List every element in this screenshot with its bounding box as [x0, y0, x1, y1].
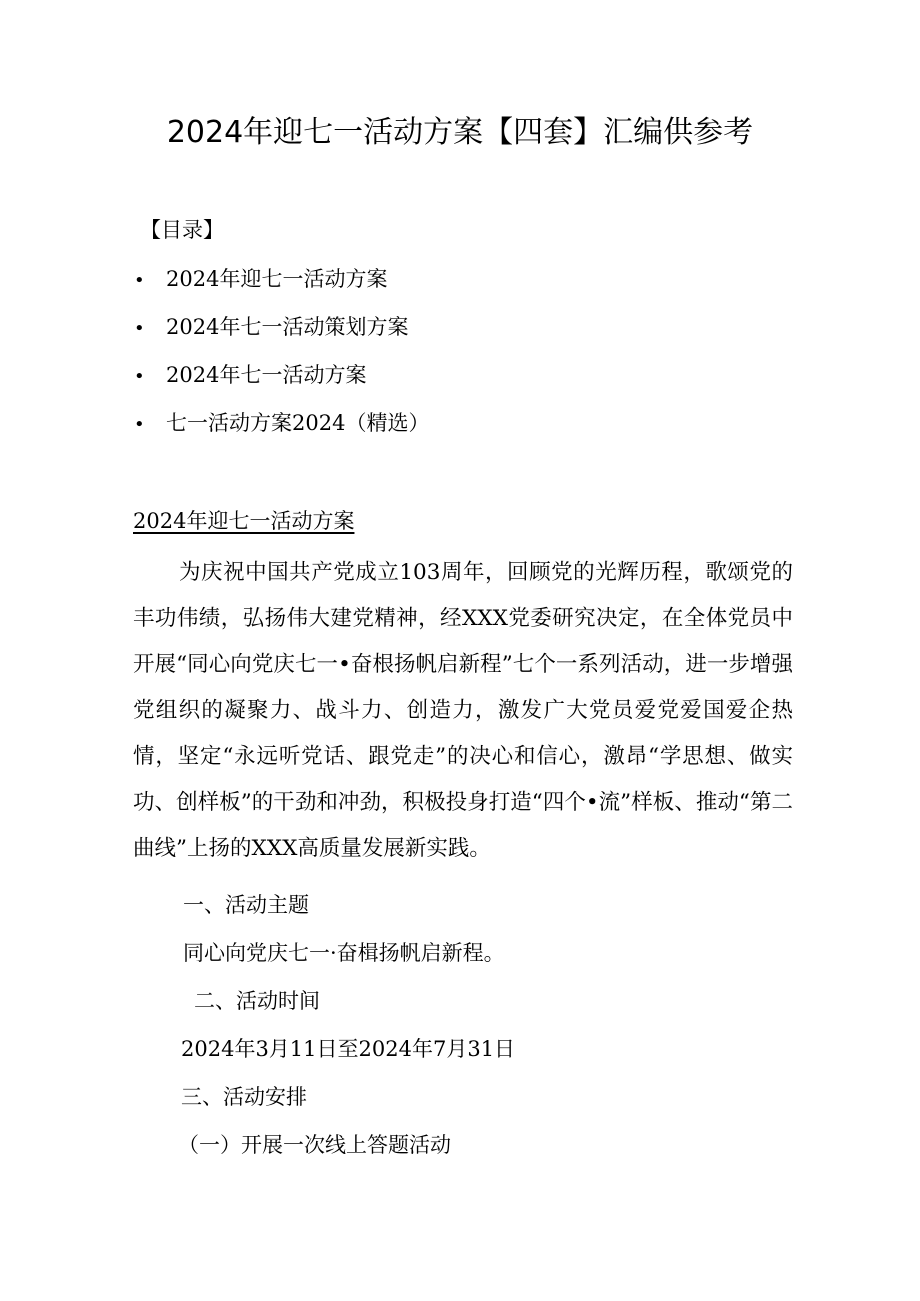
intro-paragraph: 为庆祝中国共产党成立103周年，回顾党的光辉历程，歌颂党的丰功伟绩，弘扬伟大建党精神，经XXX党委研究决定，在全体党员中开展“同心向党庆七一•奋根扬帆启新程”七个一系列活动，进一步增强党组织的凝聚力、战斗力、创造力，激发广大党员爱党爱国爱企热情，坚定“永远听党话、跟党走”的决心和信心，激昂“学思想、做实功、创样板”的干劲和冲劲，积极投身打造“四个•流”样板、推动“第二曲线”上扬的XXX高质量发展新实践。	[133, 560, 793, 861]
toc-heading: 【目录】	[140, 218, 224, 242]
section-title: 2024年迎七一活动方案	[133, 509, 355, 533]
bullet-icon: •	[134, 318, 145, 339]
bullet-icon: •	[134, 414, 145, 435]
bullet-icon: •	[134, 366, 145, 387]
sub-heading-online-quiz: （一）开展一次线上答题活动	[178, 1133, 451, 1157]
toc-item-label: 2024年七一活动方案	[166, 363, 367, 387]
toc-item	[134, 355, 429, 403]
heading-activity-arrangement: 三、活动安排	[181, 1085, 307, 1109]
toc-item-label: 七一活动方案2024（精选）	[166, 411, 430, 435]
heading-activity-theme: 一、活动主题	[183, 893, 309, 917]
toc-item-label: 2024年迎七一活动方案	[166, 267, 388, 291]
heading-activity-time: 二、活动时间	[194, 989, 320, 1013]
toc-item-label: 2024年七一活动策划方案	[166, 315, 409, 339]
toc-item	[134, 259, 429, 307]
activity-time-text: 2024年3月11日至2024年7月31日	[181, 1037, 516, 1061]
toc-item	[134, 307, 429, 355]
toc-list	[134, 259, 429, 451]
toc-item	[134, 403, 429, 451]
document-title: 2024年迎七一活动方案【四套】汇编供参考	[166, 115, 754, 150]
bullet-icon: •	[134, 270, 145, 291]
activity-theme-text: 同心向党庆七一·奋楫扬帆启新程。	[183, 941, 505, 965]
